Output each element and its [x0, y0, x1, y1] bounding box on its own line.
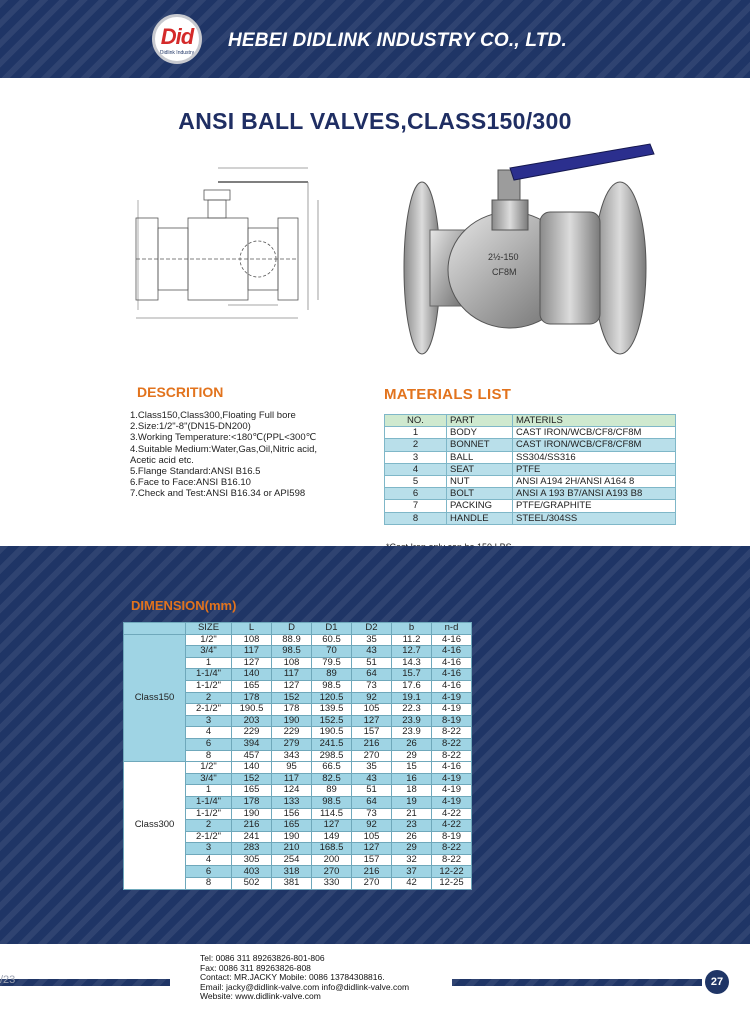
materials-cell: ANSI A 193 B7/ANSI A193 B8: [513, 488, 676, 500]
dimension-cell: 43: [352, 646, 392, 658]
dimension-cell: 15.7: [392, 669, 432, 681]
dimension-cell: 88.9: [272, 634, 312, 646]
dimension-cell: 229: [272, 727, 312, 739]
dimension-cell: 1: [186, 657, 232, 669]
dimension-cell: 4-16: [432, 669, 472, 681]
dimension-cell: 3/4": [186, 773, 232, 785]
dimension-cell: 4-19: [432, 692, 472, 704]
dimension-cell: 108: [272, 657, 312, 669]
dimension-cell: 127: [352, 715, 392, 727]
materials-cell: 1: [385, 427, 447, 439]
materials-cell: BONNET: [447, 439, 513, 451]
dimension-row: [124, 762, 472, 774]
materials-cell: CAST IRON/WCB/CF8/CF8M: [513, 439, 676, 451]
dimension-cell: 17.6: [392, 680, 432, 692]
dimension-cell: 6: [186, 738, 232, 750]
dimension-cell: 8-22: [432, 843, 472, 855]
dimension-cell: 51: [352, 785, 392, 797]
dimension-cell: 178: [232, 692, 272, 704]
dimension-cell: 79.5: [312, 657, 352, 669]
dimension-cell: 157: [352, 727, 392, 739]
valve-technical-drawing: [128, 160, 333, 335]
dimension-cell: 152: [232, 773, 272, 785]
dimension-cell: 105: [352, 704, 392, 716]
dimension-cell: 190: [232, 808, 272, 820]
dimension-cell: 394: [232, 738, 272, 750]
materials-cell: SS304/SS316: [513, 451, 676, 463]
contact-tel: Tel: 0086 311 89263826-801-806: [200, 953, 325, 963]
col-header: D1: [312, 623, 352, 635]
contact-website: Website: www.didlink-valve.com: [200, 991, 321, 1002]
dimension-cell: 279: [272, 738, 312, 750]
dimension-cell: 92: [352, 820, 392, 832]
dimension-cell: 26: [392, 738, 432, 750]
col-header-class: [124, 623, 186, 635]
materials-row: [385, 439, 676, 451]
dimension-cell: 23.9: [392, 715, 432, 727]
col-header: NO.: [385, 415, 447, 427]
description-item: 6.Face to Face:ANSI B16.10: [130, 477, 251, 489]
materials-row: [385, 500, 676, 512]
materials-row: [385, 427, 676, 439]
materials-cell: 6: [385, 488, 447, 500]
dimension-cell: 502: [232, 878, 272, 890]
dimension-cell: 26: [392, 831, 432, 843]
dimension-cell: 19.1: [392, 692, 432, 704]
dimension-cell: 270: [352, 878, 392, 890]
description-item: 5.Flange Standard:ANSI B16.5: [130, 466, 261, 478]
dimension-cell: 203: [232, 715, 272, 727]
dimension-cell: 216: [352, 738, 392, 750]
dimension-cell: 4-16: [432, 646, 472, 658]
dimension-cell: 254: [272, 854, 312, 866]
materials-cell: SEAT: [447, 463, 513, 475]
dimension-cell: 23.9: [392, 727, 432, 739]
materials-table: [384, 414, 676, 525]
dimension-cell: 4: [186, 727, 232, 739]
dimension-cell: 4-16: [432, 680, 472, 692]
dimension-cell: 8-19: [432, 831, 472, 843]
dimension-cell: 98.5: [312, 680, 352, 692]
dimension-cell: 8-22: [432, 738, 472, 750]
materials-cell: PTFE: [513, 463, 676, 475]
dimension-cell: 73: [352, 808, 392, 820]
dimension-cell: 105: [352, 831, 392, 843]
company-name: HEBEI DIDLINK INDUSTRY CO., LTD.: [228, 30, 567, 51]
materials-row: [385, 475, 676, 487]
materials-cell: STEEL/304SS: [513, 512, 676, 524]
dimension-cell: 42: [392, 878, 432, 890]
company-logo: [152, 14, 202, 64]
dimension-header-row: [124, 623, 472, 635]
description-heading: DESCRITION: [137, 384, 224, 400]
dimension-cell: 8-22: [432, 854, 472, 866]
dimension-cell: 35: [352, 634, 392, 646]
col-header: PART: [447, 415, 513, 427]
dimension-cell: 1-1/4": [186, 796, 232, 808]
materials-header-row: [385, 415, 676, 427]
dimension-cell: 21: [392, 808, 432, 820]
dimension-cell: 1/2": [186, 634, 232, 646]
materials-cell: CAST IRON/WCB/CF8/CF8M: [513, 427, 676, 439]
dimension-cell: 2: [186, 692, 232, 704]
dimension-cell: 200: [312, 854, 352, 866]
footer-rule-right: [452, 979, 702, 986]
contact-email: Email: jacky@didlink-valve.com info@didlink-valve.com: [200, 981, 410, 992]
dimension-cell: 1: [186, 785, 232, 797]
materials-cell: 5: [385, 475, 447, 487]
class-label: Class150: [124, 634, 186, 762]
dimension-cell: 270: [312, 866, 352, 878]
contact-fax: Fax: 0086 311 89263826-808: [200, 962, 311, 973]
dimension-cell: 165: [272, 820, 312, 832]
dimension-cell: 19: [392, 796, 432, 808]
dimension-cell: 133: [272, 796, 312, 808]
dimension-cell: 156: [272, 808, 312, 820]
col-header: L: [232, 623, 272, 635]
dimension-cell: 190.5: [312, 727, 352, 739]
dimension-cell: 190: [272, 831, 312, 843]
dimension-cell: 4: [186, 854, 232, 866]
dimension-cell: 305: [232, 854, 272, 866]
dimension-cell: 117: [272, 773, 312, 785]
materials-cell: BODY: [447, 427, 513, 439]
materials-cell: PACKING: [447, 500, 513, 512]
dimension-cell: 89: [312, 785, 352, 797]
dimension-cell: 190.5: [232, 704, 272, 716]
dimension-cell: 98.5: [312, 796, 352, 808]
dimension-cell: 18: [392, 785, 432, 797]
dimension-cell: 457: [232, 750, 272, 762]
body-marking-material: CF8M: [492, 267, 517, 277]
dimension-cell: 127: [352, 843, 392, 855]
dimension-cell: 1/2": [186, 762, 232, 774]
col-header: D: [272, 623, 312, 635]
dimension-cell: 12.7: [392, 646, 432, 658]
dimension-cell: 89: [312, 669, 352, 681]
dimension-cell: 64: [352, 796, 392, 808]
materials-row: [385, 463, 676, 475]
dimension-cell: 2-1/2": [186, 831, 232, 843]
dimension-cell: 64: [352, 669, 392, 681]
dimension-cell: 127: [272, 680, 312, 692]
dimension-cell: 73: [352, 680, 392, 692]
dimension-cell: 15: [392, 762, 432, 774]
dimension-cell: 127: [232, 657, 272, 669]
dimension-cell: 139.5: [312, 704, 352, 716]
materials-cell: PTFE/GRAPHITE: [513, 500, 676, 512]
dimension-cell: 82.5: [312, 773, 352, 785]
dimension-cell: 2-1/2": [186, 704, 232, 716]
dimension-cell: 190: [272, 715, 312, 727]
dimension-cell: 165: [232, 785, 272, 797]
dimension-cell: 108: [232, 634, 272, 646]
materials-cell: NUT: [447, 475, 513, 487]
dimension-heading: DIMENSION(mm): [131, 598, 237, 613]
description-item: 7.Check and Test:ANSI B16.34 or API598: [130, 488, 306, 500]
col-header: SIZE: [186, 623, 232, 635]
dimension-cell: 12-25: [432, 878, 472, 890]
dimension-cell: 3: [186, 715, 232, 727]
description-item: 2.Size:1/2"-8"(DN15-DN200): [130, 421, 251, 433]
dimension-cell: 178: [232, 796, 272, 808]
dimension-cell: 318: [272, 866, 312, 878]
logo-text: Did: [160, 24, 194, 49]
dimension-cell: 4-19: [432, 796, 472, 808]
dimension-cell: 22.3: [392, 704, 432, 716]
materials-row: [385, 488, 676, 500]
dimension-cell: 23: [392, 820, 432, 832]
dimension-table: [123, 622, 472, 890]
col-header: n-d: [432, 623, 472, 635]
dimension-cell: 3/4": [186, 646, 232, 658]
dimension-cell: 32: [392, 854, 432, 866]
dimension-cell: 4-16: [432, 762, 472, 774]
dimension-cell: 117: [272, 669, 312, 681]
dimension-cell: 12-22: [432, 866, 472, 878]
description-item: 1.Class150,Class300,Floating Full bore: [130, 410, 296, 421]
materials-cell: BALL: [447, 451, 513, 463]
description-item: Acetic acid etc.: [130, 454, 194, 466]
dimension-cell: 152: [272, 692, 312, 704]
dimension-cell: 4-22: [432, 808, 472, 820]
dimension-cell: 8-22: [432, 750, 472, 762]
materials-cell: ANSI A194 2H/ANSI A164 8: [513, 475, 676, 487]
dimension-cell: 124: [272, 785, 312, 797]
dimension-cell: 270: [352, 750, 392, 762]
dimension-cell: 11.2: [392, 634, 432, 646]
page-number: 27: [705, 970, 729, 994]
description-list: [130, 410, 370, 500]
dimension-cell: 165: [232, 680, 272, 692]
dimension-cell: 381: [272, 878, 312, 890]
page-fragment: /23: [0, 974, 16, 986]
dimension-cell: 1-1/2": [186, 808, 232, 820]
contact-block: [200, 954, 409, 1002]
class-label: Class300: [124, 762, 186, 890]
dimension-cell: 140: [232, 762, 272, 774]
dimension-cell: 210: [272, 843, 312, 855]
dimension-cell: 127: [312, 820, 352, 832]
dimension-cell: 43: [352, 773, 392, 785]
dimension-cell: 8-22: [432, 727, 472, 739]
dimension-cell: 4-16: [432, 657, 472, 669]
dimension-cell: 343: [272, 750, 312, 762]
valve-photo: [400, 140, 662, 365]
dimension-cell: 330: [312, 878, 352, 890]
dimension-cell: 92: [352, 692, 392, 704]
dimension-cell: 149: [312, 831, 352, 843]
dimension-cell: 1-1/4": [186, 669, 232, 681]
col-header: b: [392, 623, 432, 635]
page-title: ANSI BALL VALVES,CLASS150/300: [178, 108, 572, 134]
description-item: 3.Working Temperature:<180℃(PPL<300℃: [130, 432, 317, 444]
col-header: MATERILS: [513, 415, 676, 427]
dimension-row: [124, 634, 472, 646]
dimension-cell: 4-19: [432, 785, 472, 797]
dimension-cell: 95: [272, 762, 312, 774]
dimension-cell: 157: [352, 854, 392, 866]
dimension-cell: 229: [232, 727, 272, 739]
dimension-cell: 241: [232, 831, 272, 843]
materials-cell: BOLT: [447, 488, 513, 500]
dimension-cell: 16: [392, 773, 432, 785]
dimension-cell: 14.3: [392, 657, 432, 669]
materials-cell: 7: [385, 500, 447, 512]
dimension-cell: 403: [232, 866, 272, 878]
dimension-cell: 66.5: [312, 762, 352, 774]
contact-person: Contact: MR.JACKY Mobile: 0086 13784308816.: [200, 972, 385, 983]
dimension-cell: 51: [352, 657, 392, 669]
dimension-cell: 298.5: [312, 750, 352, 762]
logo-subtext: Didlink Industry: [159, 50, 195, 56]
dimension-cell: 1-1/2": [186, 680, 232, 692]
materials-row: [385, 451, 676, 463]
dimension-cell: 140: [232, 669, 272, 681]
materials-cell: 3: [385, 451, 447, 463]
materials-cell: HANDLE: [447, 512, 513, 524]
dimension-cell: 216: [232, 820, 272, 832]
dimension-cell: 216: [352, 866, 392, 878]
materials-cell: 4: [385, 463, 447, 475]
dimension-cell: 4-19: [432, 773, 472, 785]
dimension-cell: 37: [392, 866, 432, 878]
header-banner: [0, 0, 750, 78]
dimension-cell: 120.5: [312, 692, 352, 704]
dimension-cell: 3: [186, 843, 232, 855]
materials-row: [385, 512, 676, 524]
dimension-cell: 4-16: [432, 634, 472, 646]
dimension-cell: 4-22: [432, 820, 472, 832]
materials-cell: 8: [385, 512, 447, 524]
dimension-cell: 152.5: [312, 715, 352, 727]
dimension-cell: 29: [392, 750, 432, 762]
dimension-cell: 178: [272, 704, 312, 716]
dimension-cell: 283: [232, 843, 272, 855]
dimension-cell: 8: [186, 878, 232, 890]
dimension-cell: 4-19: [432, 704, 472, 716]
materials-cell: 2: [385, 439, 447, 451]
dimension-cell: 114.5: [312, 808, 352, 820]
dimension-cell: 70: [312, 646, 352, 658]
dimension-cell: 6: [186, 866, 232, 878]
dimension-cell: 2: [186, 820, 232, 832]
dimension-cell: 60.5: [312, 634, 352, 646]
materials-heading: MATERIALS LIST: [384, 386, 512, 403]
body-marking-size: 2½-150: [488, 252, 519, 262]
dimension-cell: 8-19: [432, 715, 472, 727]
description-item: 4.Suitable Medium:Water,Gas,Oil,Nitric acid,: [130, 443, 318, 455]
dimension-cell: 117: [232, 646, 272, 658]
col-header: D2: [352, 623, 392, 635]
footer-rule-left: [0, 979, 170, 986]
dimension-cell: 98.5: [272, 646, 312, 658]
dimension-cell: 35: [352, 762, 392, 774]
dimension-cell: 168.5: [312, 843, 352, 855]
dimension-cell: 8: [186, 750, 232, 762]
dimension-cell: 29: [392, 843, 432, 855]
dimension-cell: 241.5: [312, 738, 352, 750]
